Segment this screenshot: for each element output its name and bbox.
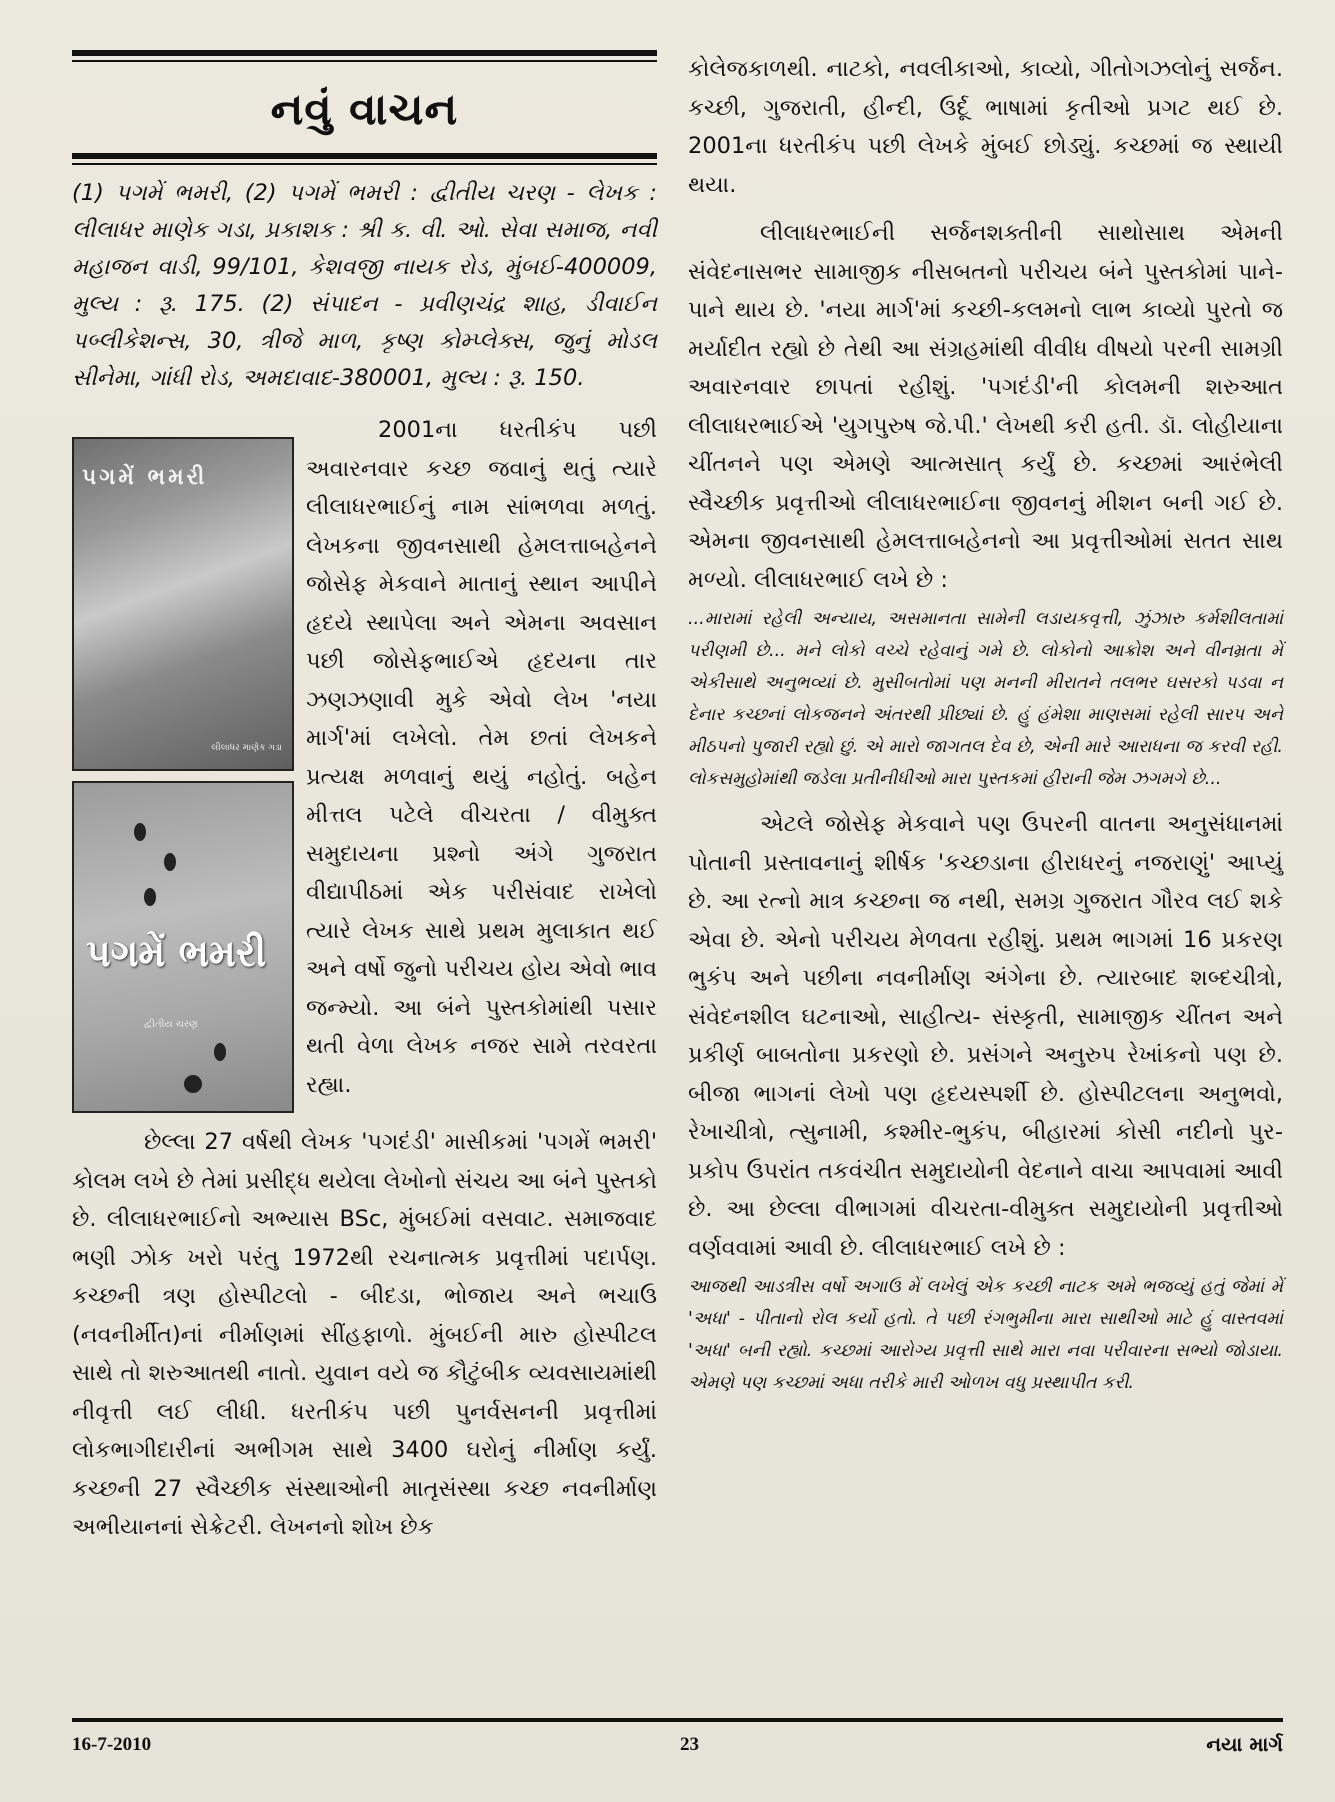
cover-1-title: પગમેં ભમરી [82, 465, 208, 490]
right-paragraph-3: એટલે જોસેફ મેકવાને પણ ઉપરની વાતના અનુસંધાનમાં પોતાની પ્રસ્તાવનાનું શીર્ષક 'કચ્છડાના હીરાધરનું નજરાણું' આપ્યું છે. આ રત્નો માત્ર કચ્છના જ નથી, સમગ્ર ગુજરાત ગૌરવ લઈ શકે એવા છે. એનો પરીચય મેળવતા રહીશું. પ્રથમ ભાગમાં 16 પ્રકરણ ભુકંપ અને પછીના નવનીર્માણ અંગેના છે. ત્યારબાદ શબ્દચીત્રો, સંવેદનશીલ ઘટનાઓ, સાહીત્ય- સંસ્કૃતી, સામાજીક ચીંતન અને પ્રકીર્ણ બાબતોના પ્રકરણો છે. પ્રસંગને અનુરુપ રેખાંકનો પણ છે. બીજા ભાગનાં લેખો પણ હૃદયસ્પર્શી છે. હોસ્પીટલના અનુભવો, રેખાચીત્રો, ત્સુનામી, કશ્મીર-ભુકંપ, બીહારમાં કોસી નદીનો પુર-પ્રકોપ ઉપરાંત તકવંચીત સમુદાયોની વેદનાને વાચા આપવામાં આવી છે. આ છેલ્લા વીભાગમાં વીચરતા-વીમુક્ત સમુદાયોની પ્રવૃત્તીઓ વર્ણવવામાં આવી છે. લીલાધરભાઈ લખે છે : [688, 811, 1283, 1261]
book-cover-1 [72, 437, 294, 771]
book-cover-2 [72, 781, 294, 1113]
review-wrap [72, 411, 657, 1547]
left-paragraph-2: છેલ્લા 27 વર્ષથી લેખક 'પગદંડી' માસીકમાં 'પગમેં ભમરી' કોલમ લખે છે તેમાં પ્રસીદ્ધ થયેલા લેખોનો સંચય આ બંને પુસ્તકો છે. લીલાધરભાઈનો અભ્યાસ BSc, મુંબઈમાં વસવાટ. સમાજવાદ ભણી ઝોક ખરો પરંતુ 1972થી રચનાત્મક પ્રવૃત્તીમાં પદાર્પણ. કચ્છની ત્રણ હોસ્પીટલો - બીદડા, ભોજાય અને ભચાઉ (નવનીર્મીત)નાં નીર્માણમાં સીંહફાળો. મુંબઈની મારુ હોસ્પીટલ સાથે તો શરુઆતથી નાતો. યુવાન વયે જ કૌટુંબીક વ્યવસાયમાંથી નીવૃત્તી લઈ લીધી. ધરતીકંપ પછી પુનર્વસનની પ્રવૃત્તીમાં લોકભાગીદારીનાં અભીગમ સાથે 3400 ઘરોનું નીર્માણ કર્યું. કચ્છની 27 સ્વૈચ્છીક સંસ્થાઓની માતૃસંસ્થા કચ્છ નવનીર્માણ અભીયાનનાં સેક્રેટરી. લેખનનો શોખ છેક [72, 1129, 657, 1540]
title-rule [72, 153, 657, 159]
footer-rule [72, 1718, 1283, 1722]
book-covers [72, 437, 294, 1113]
magazine-name: નયા માર્ગ [1206, 1732, 1283, 1756]
author-quote-1: ...મારામાં રહેલી અન્યાય, અસમાનતા સામેની લડાયકવૃત્તી, ઝુંઝારુ કર્મશીલતામાં પરીણમી છે... મને લોકો વચ્ચે રહેવાનું ગમે છે. લોકોનો આક્રોશ અને વીનમ્રતા મેં એકીસાથે અનુભવ્યાં છે. મુસીબતોમાં પણ મનની મીરાતને તલભર ઘસરકો પડવા ન દેનાર કચ્છનાં લોકજનને અંતરથી પ્રીછ્યાં છે. હું હંમેશા માણસમાં રહેલી સારપ અને મીઠપનો પુજારી રહ્યો છું. એ મારો જાગતલ દેવ છે, એની મારે આરાધના જ કરવી રહી. લોકસમુહોમાંથી જડેલા પ્રતીનીધીઓ મારા પુસ્તકમાં હીરાની જેમ ઝગમગે છે... [688, 609, 1283, 789]
left-column [72, 50, 657, 1547]
page-number: 23 [680, 1734, 699, 1755]
title-rule-thin [72, 163, 657, 165]
footprint-icon [164, 853, 176, 871]
right-paragraph-1: કોલેજકાળથી. નાટકો, નવલીકાઓ, કાવ્યો, ગીતોગઝલોનું સર્જન. કચ્છી, ગુજરાતી, હીન્દી, ઉર્દૂ ભાષામાં કૃતીઓ પ્રગટ થઈ છે. 2001ના ધરતીકંપ પછી લેખકે મુંબઈ છોડ્યું. કચ્છમાં જ સ્થાયી થયા. [688, 56, 1283, 198]
footprint-icon [144, 888, 156, 906]
top-rule [72, 50, 657, 56]
footer-date: 16-7-2010 [72, 1734, 152, 1755]
page-footer [72, 1718, 1283, 1758]
cover-1-author: લીલાધર માણેક ગડા [211, 743, 282, 753]
book-details: (1) પગમેં ભમરી, (2) પગમેં ભમરી : દ્વીતીય ચરણ - લેખક : લીલાધર માણેક ગડા, પ્રકાશક : શ્રી ક. વી. ઓ. સેવા સમાજ, નવી મહાજન વાડી, 99/101, કેશવજી નાયક રોડ, મુંબઈ-400009, મુલ્ય : રૂ. 175. (2) સંપાદન - પ્રવીણચંદ્ર શાહ, ડીવાઈન પબ્લીકેશન્સ, 30, ત્રીજે માળ, કૃષ્ણ કોમ્પ્લેક્સ, જુનું મોડલ સીનેમા, ગાંધી રોડ, અમદાવાદ-380001, મુલ્ય : રૂ. 150. [72, 180, 657, 391]
footprint-icon [134, 823, 146, 841]
author-quote-2: આજથી આડત્રીસ વર્ષો અગાઉ મેં લખેલું એક કચ્છી નાટક અમે ભજવ્યું હતું જેમાં મેં 'અધા' - પીતાનો રોલ કર્યો હતો. તે પછી રંગભુમીના મારા સાથીઓ માટે હું વાસ્તવમાં 'અધા' બની રહ્યો. કચ્છમાં આરોગ્ય પ્રવૃત્તી સાથે મારા નવા પરીવારના સભ્યો જોડાયા. એમણે પણ કચ્છમાં અધા તરીકે મારી ઓળખ વધુ પ્રસ્થાપીત કરી. [688, 1277, 1283, 1393]
cover-2-subtitle: દ્વીતીય ચરણ [144, 1019, 198, 1030]
footprint-icon [184, 1075, 202, 1093]
right-paragraph-2: લીલાધરભાઈની સર્જનશક્તીની સાથોસાથ એમની સંવેદનાસભર સામાજીક નીસબતનો પરીચય બંને પુસ્તકોમાં પાને-પાને થાય છે. 'નયા માર્ગ'માં કચ્છી-કલમનો લાભ કાવ્યો પુરતો જ મર્યાદીત રહ્યો છે તેથી આ સંગ્રહમાંથી વીવીધ વીષયો પરની સામગ્રી અવારનવાર છાપતાં રહીશું. 'પગદંડી'ની કોલમની શરુઆત લીલાધરભાઈએ 'યુગપુરુષ જે.પી.' લેખથી કરી હતી. ડૉ. લોહીયાના ચીંતનને પણ એમણે આત્મસાત્ કર્યું છે. કચ્છમાં આરંભેલી સ્વૈચ્છીક પ્રવૃત્તીઓ લીલાધરભાઈના જીવનનું મીશન બની ગઈ છે. એમના જીવનસાથી હેમલત્તાબહેનનો આ પ્રવૃત્તીઓમાં સતત સાથ મળ્યો. લીલાધરભાઈ લખે છે : [688, 220, 1283, 593]
section-title: નવું વાચન [270, 84, 459, 135]
footprint-icon [214, 1043, 226, 1061]
right-column [688, 50, 1283, 1399]
left-paragraph-1: 2001ના ધરતીકંપ પછી અવારનવાર કચ્છ જવાનું થતું ત્યારે લીલાધરભાઈનું નામ સાંભળવા મળતું. લેખકના જીવનસાથી હેમલત્તાબહેનને જોસેફ મેકવાને માતાનું સ્થાન આપીને હૃદયે સ્થાપેલા અને એમના અવસાન પછી જોસેફભાઈએ હૃદયના તાર ઝણઝણાવી મુકે એવો લેખ 'નયા માર્ગ'માં લખેલો. તેમ છતાં લેખકને પ્રત્યક્ષ મળવાનું થયું નહોતું. બહેન મીત્તલ પટેલે વીચરતા / વીમુક્ત સમુદાયના પ્રશ્નો અંગે ગુજરાત વીદ્યાપીઠમાં એક પરીસંવાદ રાખેલો ત્યારે લેખક સાથે પ્રથમ મુલાકાત થઈ અને વર્ષો જુનો પરીચય હોય એવો ભાવ જન્મ્યો. આ બંને પુસ્તકોમાંથી પસાર થતી વેળા લેખક નજર સામે તરવરતા રહ્યા. [306, 417, 657, 1098]
cover-2-title: પગમેં ભમરી [86, 931, 267, 975]
